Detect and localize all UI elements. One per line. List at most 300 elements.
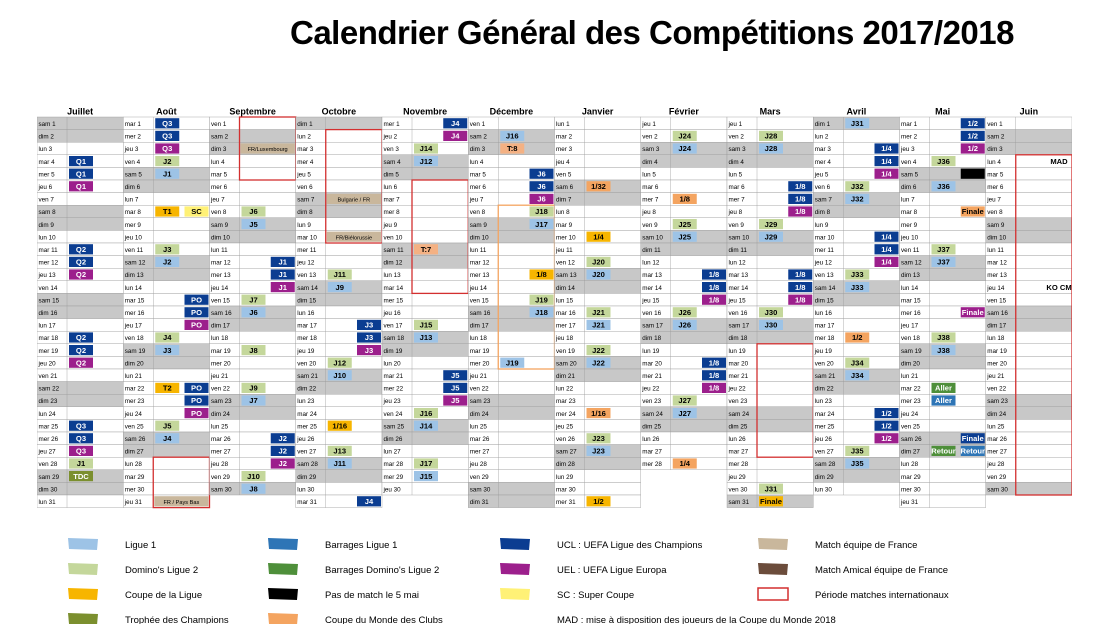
day-label: ven 23 bbox=[642, 398, 662, 406]
day-label: jeu 5 bbox=[297, 171, 311, 179]
event-label: J22 bbox=[592, 358, 605, 368]
day-label: dim 20 bbox=[124, 360, 144, 368]
event-label: J24 bbox=[678, 144, 692, 154]
day-label: sam 9 bbox=[469, 221, 487, 229]
day-label: mar 12 bbox=[211, 259, 231, 267]
day-label: mar 10 bbox=[297, 234, 317, 242]
event-label: Q1 bbox=[75, 156, 87, 166]
day-label: ven 11 bbox=[124, 247, 144, 254]
event-label: J32 bbox=[850, 182, 864, 191]
day-label: sam 23 bbox=[987, 398, 1008, 406]
day-label: lun 28 bbox=[124, 461, 142, 469]
event-label: Finale bbox=[961, 207, 984, 217]
day-label: mar 19 bbox=[987, 347, 1007, 355]
day-label: dim 6 bbox=[901, 184, 917, 191]
legend-swatch bbox=[268, 588, 298, 600]
day-label: jeu 21 bbox=[211, 373, 229, 380]
event-label: J34 bbox=[850, 358, 864, 368]
day-label: mer 27 bbox=[469, 448, 490, 456]
event-label: J23 bbox=[592, 446, 605, 456]
legend-swatch bbox=[500, 588, 530, 600]
day-label: sam 16 bbox=[987, 310, 1008, 317]
event-label: J9 bbox=[335, 282, 344, 292]
event-label: J4 bbox=[451, 119, 460, 128]
day-label: dim 1 bbox=[814, 121, 831, 128]
calendar-legend bbox=[0, 530, 1110, 624]
event-label: PO bbox=[191, 295, 202, 305]
day-label: mer 7 bbox=[642, 196, 659, 204]
event-label: J5 bbox=[451, 383, 460, 393]
day-label: mar 5 bbox=[469, 171, 486, 179]
day-label: jeu 4 bbox=[556, 158, 570, 166]
day-label: mar 15 bbox=[901, 297, 921, 305]
day-label: ven 6 bbox=[297, 184, 313, 191]
day-label: sam 2 bbox=[469, 133, 487, 141]
day-label: jeu 21 bbox=[469, 373, 487, 380]
day-label: mar 25 bbox=[38, 423, 59, 431]
day-label: mer 24 bbox=[556, 410, 576, 418]
day-label: dim 29 bbox=[814, 473, 834, 481]
day-label: sam 27 bbox=[556, 448, 577, 456]
day-label: dim 11 bbox=[728, 247, 747, 254]
event-label: J11 bbox=[333, 270, 346, 280]
day-label: ven 10 bbox=[383, 234, 403, 242]
event-label: 1/4 bbox=[679, 459, 691, 469]
legend-label: Match Amical équipe de France bbox=[815, 565, 949, 576]
legend-item bbox=[758, 588, 949, 601]
event-label: SC bbox=[191, 207, 202, 217]
day-label: ven 14 bbox=[38, 284, 58, 292]
day-label: lun 9 bbox=[814, 221, 829, 229]
legend-item bbox=[68, 563, 198, 576]
legend-label: MAD : mise à disposition des joueurs de la Coupe du Monde 2018 bbox=[557, 615, 836, 624]
event-label: 1/8 bbox=[708, 282, 720, 292]
day-label: jeu 7 bbox=[211, 196, 225, 204]
day-label: sam 31 bbox=[728, 499, 750, 506]
day-label: mar 14 bbox=[383, 284, 404, 292]
event-label: J21 bbox=[592, 320, 605, 330]
day-label: mar 20 bbox=[728, 360, 749, 368]
day-label: mar 10 bbox=[814, 234, 835, 242]
day-label: mer 11 bbox=[297, 247, 317, 254]
day-label: mar 29 bbox=[124, 473, 145, 481]
event-label: 1/16 bbox=[332, 421, 348, 431]
day-label: mer 14 bbox=[642, 284, 662, 292]
day-label: mer 4 bbox=[814, 158, 831, 166]
day-label: lun 23 bbox=[814, 398, 832, 406]
event-label: J15 bbox=[419, 471, 433, 481]
event-label: J2 bbox=[278, 446, 287, 456]
day-label: mer 29 bbox=[383, 473, 404, 481]
day-label: lun 5 bbox=[728, 171, 743, 179]
event-label: J13 bbox=[419, 333, 433, 343]
event-label: J33 bbox=[850, 270, 864, 280]
day-label: mer 9 bbox=[124, 221, 141, 229]
event-label: 1/8 bbox=[708, 295, 720, 305]
day-label: mar 11 bbox=[38, 247, 58, 254]
legend-label: Période matches internationaux bbox=[815, 590, 949, 601]
day-label: mar 5 bbox=[987, 171, 1004, 179]
day-label: ven 5 bbox=[556, 171, 572, 179]
legend-item bbox=[500, 563, 667, 576]
day-label: jeu 22 bbox=[728, 385, 746, 393]
day-label: jeu 6 bbox=[38, 184, 53, 191]
day-label: jeu 19 bbox=[297, 347, 315, 355]
day-label: dim 15 bbox=[297, 297, 317, 305]
day-label: mer 4 bbox=[297, 158, 314, 166]
day-label: mer 8 bbox=[383, 209, 400, 217]
day-label: sam 10 bbox=[642, 234, 663, 242]
day-label: mer 13 bbox=[469, 272, 490, 280]
event-label: J3 bbox=[163, 345, 172, 355]
day-label: jeu 20 bbox=[38, 360, 56, 368]
legend-swatch bbox=[268, 613, 298, 624]
day-label: dim 27 bbox=[124, 448, 144, 456]
day-label: jeu 17 bbox=[901, 322, 919, 330]
day-label: ven 13 bbox=[814, 272, 834, 280]
day-label: lun 30 bbox=[297, 486, 315, 494]
day-label: mer 18 bbox=[814, 335, 835, 343]
day-label: mer 27 bbox=[987, 448, 1007, 456]
event-label: J17 bbox=[535, 219, 548, 229]
day-label: jeu 18 bbox=[556, 335, 574, 343]
day-label: ven 13 bbox=[297, 272, 317, 280]
day-label: ven 18 bbox=[901, 335, 920, 343]
day-label: sam 10 bbox=[728, 234, 750, 242]
day-label: dim 3 bbox=[469, 146, 486, 154]
event-label: J2 bbox=[278, 459, 287, 469]
event-label: J29 bbox=[764, 219, 778, 229]
event-label: J33 bbox=[850, 282, 864, 292]
day-label: mar 17 bbox=[814, 322, 835, 330]
event-label: Finale bbox=[961, 434, 984, 443]
day-label: ven 22 bbox=[211, 385, 230, 393]
day-label: lun 2 bbox=[814, 133, 829, 141]
month-header: Août bbox=[156, 106, 177, 117]
day-label: lun 4 bbox=[469, 158, 484, 166]
event-label: Aller bbox=[935, 383, 952, 393]
legend-label: Coupe du Monde des Clubs bbox=[325, 615, 443, 624]
month-header: Novembre bbox=[403, 106, 448, 117]
day-label: sam 14 bbox=[814, 284, 836, 292]
day-label: lun 15 bbox=[556, 297, 574, 305]
legend-swatch bbox=[758, 588, 788, 600]
day-label: ven 3 bbox=[383, 146, 399, 154]
event-label: J1 bbox=[278, 270, 287, 280]
legend-label: SC : Super Coupe bbox=[557, 590, 635, 601]
day-label: mer 18 bbox=[297, 335, 317, 343]
day-label: sam 13 bbox=[556, 272, 577, 280]
event-label: PO bbox=[191, 308, 202, 317]
day-label: lun 11 bbox=[469, 247, 487, 254]
day-label: mer 6 bbox=[987, 184, 1004, 191]
event-label: J31 bbox=[850, 119, 864, 128]
event-label: 1/2 bbox=[881, 408, 892, 418]
day-label: dim 8 bbox=[814, 209, 831, 217]
day-label: ven 8 bbox=[987, 209, 1003, 217]
day-label: mar 8 bbox=[124, 209, 141, 217]
event-label: 1/4 bbox=[881, 156, 892, 166]
day-label: sam 23 bbox=[211, 398, 232, 406]
day-label: dim 22 bbox=[814, 385, 834, 393]
day-label: lun 29 bbox=[556, 473, 574, 481]
day-label: mer 20 bbox=[469, 360, 490, 368]
legend-label: Match équipe de France bbox=[815, 540, 918, 551]
day-label: ven 28 bbox=[38, 461, 58, 469]
event-label: J2 bbox=[163, 156, 172, 166]
day-label: sam 12 bbox=[124, 259, 146, 267]
day-label: lun 5 bbox=[642, 171, 656, 179]
event-label: J34 bbox=[850, 371, 864, 380]
event-label: Q2 bbox=[75, 345, 87, 355]
event-label: PO bbox=[191, 383, 202, 393]
day-label: mar 19 bbox=[211, 347, 231, 355]
event-label: J6 bbox=[537, 182, 546, 191]
event-label: J37 bbox=[937, 257, 950, 267]
day-label: jeu 14 bbox=[987, 284, 1005, 292]
day-label: mer 10 bbox=[556, 234, 576, 242]
event-label: J28 bbox=[764, 144, 778, 154]
day-label: jeu 31 bbox=[901, 499, 919, 506]
month-1 bbox=[37, 107, 123, 508]
day-label: dim 24 bbox=[469, 410, 489, 418]
day-label: jeu 7 bbox=[469, 196, 484, 204]
day-label: sam 23 bbox=[469, 398, 491, 406]
day-label: dim 25 bbox=[728, 423, 748, 431]
day-label: mer 20 bbox=[211, 360, 231, 368]
day-label: sam 21 bbox=[814, 373, 836, 380]
day-label: mer 12 bbox=[38, 259, 59, 267]
day-label: jeu 12 bbox=[814, 259, 832, 267]
legend-label: Barrages Ligue 1 bbox=[325, 540, 398, 551]
day-label: sam 24 bbox=[642, 410, 663, 418]
day-label: dim 30 bbox=[38, 486, 58, 494]
event-label: J4 bbox=[163, 434, 172, 443]
day-label: mar 1 bbox=[124, 121, 141, 128]
event-label: J30 bbox=[764, 308, 778, 317]
day-label: mer 17 bbox=[556, 322, 576, 330]
day-label: ven 29 bbox=[987, 473, 1007, 481]
day-label: ven 15 bbox=[469, 297, 489, 305]
day-label: mer 30 bbox=[124, 486, 145, 494]
event-label: Q3 bbox=[162, 144, 173, 154]
day-label: mer 13 bbox=[987, 272, 1007, 280]
day-label: lun 25 bbox=[469, 423, 487, 431]
day-label: dim 4 bbox=[642, 158, 658, 166]
month-4 bbox=[296, 107, 382, 508]
competition-calendar bbox=[37, 106, 1072, 512]
day-label: dim 1 bbox=[297, 121, 313, 128]
day-label: mar 26 bbox=[211, 436, 231, 443]
page-title: Calendrier Général des Compétitions 2017/2018 bbox=[290, 14, 1014, 51]
day-label: lun 19 bbox=[728, 347, 746, 355]
day-label: ven 18 bbox=[124, 335, 144, 343]
day-label: ven 16 bbox=[642, 310, 662, 317]
day-label: mer 25 bbox=[814, 423, 835, 431]
day-label: mar 6 bbox=[728, 184, 745, 191]
event-label: Q2 bbox=[75, 257, 87, 267]
day-label: jeu 9 bbox=[383, 221, 398, 229]
legend-item bbox=[500, 588, 634, 601]
day-label: sam 22 bbox=[38, 385, 60, 393]
event-label: J30 bbox=[764, 320, 778, 330]
day-label: mar 17 bbox=[297, 322, 317, 330]
day-label: mer 16 bbox=[901, 310, 921, 317]
day-label: dim 24 bbox=[987, 410, 1007, 418]
day-label: lun 21 bbox=[124, 373, 142, 380]
day-label: mer 19 bbox=[38, 347, 59, 355]
day-label: dim 22 bbox=[297, 385, 317, 393]
day-label: mar 13 bbox=[728, 272, 749, 280]
event-label: 1/8 bbox=[794, 270, 806, 280]
day-label: mer 7 bbox=[728, 196, 745, 204]
legend-item bbox=[758, 563, 948, 576]
day-label: lun 19 bbox=[642, 347, 660, 355]
day-label: jeu 24 bbox=[124, 410, 142, 418]
event-label: 1/8 bbox=[794, 295, 806, 305]
legend-label: Barrages Domino's Ligue 2 bbox=[325, 565, 440, 576]
event-label: FR/Luxembourg bbox=[247, 147, 288, 154]
event-label: J8 bbox=[249, 484, 258, 494]
event-label: J4 bbox=[451, 131, 460, 141]
day-label: ven 6 bbox=[814, 184, 831, 191]
day-label: dim 27 bbox=[901, 448, 920, 456]
day-label: jeu 15 bbox=[728, 297, 746, 305]
event-label: J8 bbox=[249, 345, 258, 355]
day-label: lun 25 bbox=[211, 423, 229, 431]
event-label: Finale bbox=[760, 497, 782, 506]
day-label: sam 6 bbox=[556, 184, 574, 191]
day-label: jeu 3 bbox=[901, 146, 915, 154]
day-label: mar 4 bbox=[38, 158, 55, 166]
day-label: jeu 13 bbox=[38, 272, 56, 280]
day-label: jeu 26 bbox=[814, 436, 832, 443]
day-label: sam 3 bbox=[642, 146, 660, 154]
event-label: Retour bbox=[931, 446, 956, 456]
day-label: dim 3 bbox=[211, 146, 227, 154]
event-label: J35 bbox=[850, 446, 864, 456]
day-label: dim 10 bbox=[211, 234, 230, 242]
event-label: J6 bbox=[537, 169, 546, 179]
day-label: sam 28 bbox=[814, 461, 836, 469]
day-label: sam 19 bbox=[124, 347, 146, 355]
day-label: mer 9 bbox=[901, 221, 918, 229]
day-label: jeu 28 bbox=[469, 461, 487, 469]
day-label: mar 8 bbox=[901, 209, 918, 217]
legend-item bbox=[557, 615, 836, 624]
day-label: dim 12 bbox=[383, 259, 403, 267]
event-label: Q2 bbox=[75, 358, 87, 368]
day-label: ven 11 bbox=[901, 247, 920, 254]
day-label: sam 20 bbox=[556, 360, 577, 368]
day-label: dim 13 bbox=[901, 272, 920, 280]
legend-swatch bbox=[68, 613, 98, 624]
day-label: lun 2 bbox=[297, 133, 311, 141]
event-label: J6 bbox=[537, 194, 546, 204]
event-label: J31 bbox=[764, 484, 778, 494]
day-label: mar 19 bbox=[469, 347, 490, 355]
event-label: J3 bbox=[364, 320, 374, 330]
day-label: sam 14 bbox=[297, 284, 318, 292]
event-label: J9 bbox=[249, 383, 258, 393]
day-label: sam 11 bbox=[383, 247, 404, 254]
event-label: 1/8 bbox=[708, 383, 720, 393]
legend-item bbox=[268, 613, 443, 624]
legend-swatch bbox=[68, 538, 98, 550]
event-label: J14 bbox=[419, 144, 433, 154]
day-label: mar 3 bbox=[814, 146, 831, 154]
day-label: ven 4 bbox=[901, 158, 917, 166]
event-label: J20 bbox=[592, 270, 605, 280]
event-label: 1/4 bbox=[881, 144, 892, 154]
event-label: 1/4 bbox=[881, 257, 892, 267]
event-label: Q3 bbox=[75, 434, 87, 443]
day-label: jeu 14 bbox=[469, 284, 487, 292]
event-label: J6 bbox=[249, 207, 258, 217]
day-label: mer 20 bbox=[987, 360, 1007, 368]
event-label: 1/8 bbox=[708, 358, 720, 368]
day-label: mar 18 bbox=[38, 335, 59, 343]
day-label: sam 26 bbox=[901, 436, 922, 443]
day-label: dim 3 bbox=[987, 146, 1003, 154]
day-label: sam 3 bbox=[728, 146, 746, 154]
day-label: lun 11 bbox=[987, 247, 1004, 254]
legend-swatch bbox=[68, 563, 98, 575]
day-label: jeu 8 bbox=[642, 209, 656, 217]
day-label: sam 2 bbox=[211, 133, 229, 141]
day-label: ven 8 bbox=[211, 209, 227, 217]
event-label: J4 bbox=[364, 497, 374, 506]
event-label: J27 bbox=[678, 396, 692, 406]
event-label: Q3 bbox=[162, 131, 173, 141]
day-label: sam 12 bbox=[901, 259, 922, 267]
event-label: T:8 bbox=[506, 144, 518, 154]
day-label: mar 22 bbox=[124, 385, 145, 393]
event-label: Q1 bbox=[75, 182, 87, 191]
day-label: mar 24 bbox=[814, 410, 835, 418]
event-label: J2 bbox=[278, 434, 287, 443]
day-label: jeu 7 bbox=[987, 196, 1001, 204]
day-label: lun 16 bbox=[297, 310, 315, 317]
legend-label: Ligue 1 bbox=[125, 540, 157, 551]
day-label: lun 7 bbox=[124, 196, 139, 204]
event-label: 1/8 bbox=[679, 194, 691, 204]
day-label: mer 2 bbox=[901, 133, 918, 141]
event-label: 1/2 bbox=[967, 119, 979, 128]
day-label: ven 21 bbox=[38, 373, 58, 380]
day-label: lun 25 bbox=[987, 423, 1005, 431]
day-label: ven 29 bbox=[211, 473, 230, 481]
event-label: 1/8 bbox=[708, 270, 720, 280]
day-label: sam 28 bbox=[297, 461, 318, 469]
day-label: mer 13 bbox=[211, 272, 231, 280]
day-label: dim 7 bbox=[556, 196, 572, 204]
day-label: ven 26 bbox=[556, 436, 575, 443]
day-label: mer 3 bbox=[556, 146, 573, 154]
event-label: J12 bbox=[419, 156, 433, 166]
day-label: mar 30 bbox=[556, 486, 576, 494]
event-label: J7 bbox=[249, 295, 258, 305]
legend-item bbox=[268, 538, 397, 551]
event-label: J1 bbox=[76, 459, 86, 469]
day-label: mar 31 bbox=[297, 499, 317, 506]
event-label: J37 bbox=[937, 245, 950, 254]
event-label: J32 bbox=[850, 194, 864, 204]
day-label: mer 26 bbox=[38, 436, 59, 443]
event-label: Retour bbox=[960, 446, 985, 456]
event-label: J25 bbox=[678, 232, 692, 242]
day-label: mar 15 bbox=[124, 297, 145, 305]
